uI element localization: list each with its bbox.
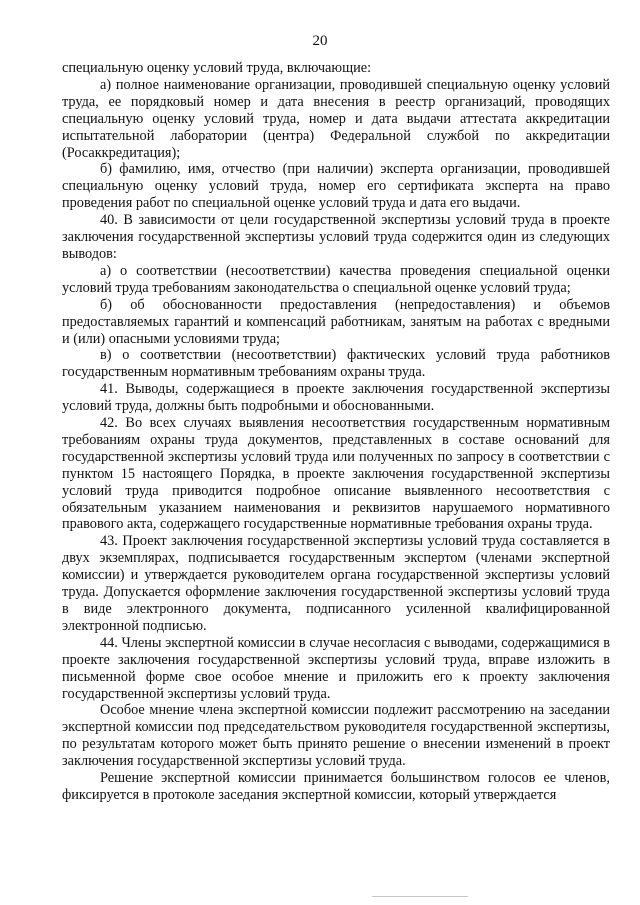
paragraph-44: 44. Члены экспертной комиссии в случае несогласия с выводами, содержащимися в проекте заключения государственной экспертизы условий труда, вправе изложить в письменной форме свое особое мнение и приложить его к проекту заключения государственной экспертизы условий труда.	[62, 634, 610, 702]
paragraph-40-a: а) о соответствии (несоответствии) качества проведения специальной оценки условий труда требованиям законодательства о специальной оценке условий труда;	[62, 262, 610, 296]
paragraph-43: 43. Проект заключения государственной экспертизы условий труда составляется в двух экземплярах, подписывается государственным экспертом (членами экспертной комиссии) и утверждается руководителем органа государственной экспертизы условий труда. Допускается оформление заключения государственной экспертизы условий труда в виде электронного документа, подписанного усиленной квалифицированной электронной подписью.	[62, 533, 610, 634]
paragraph-42: 42. Во всех случаях выявления несоответствия государственным нормативным требованиям охраны труда документов, представленных в составе оснований для государственной экспертизы условий труда или полученных по запросу в соответствии с пунктом 15 настоящего Порядка, в проекте заключения государственной экспертизы условий труда приводится подробное описание выявленного несоответствия с обязательным указанием наименования и реквизитов нарушаемого нормативного правового акта, содержащего государственные нормативные требования охраны труда.	[62, 415, 610, 533]
paragraph-special-opinion: Особое мнение члена экспертной комиссии подлежит рассмотрению на заседании экспертной комиссии под председательством руководителя государственной экспертизы, по результатам которого может быть принято решение о внесении изменений в проект заключения государственной экспертизы условий труда.	[62, 702, 610, 770]
paragraph-intro-continuation: специальную оценку условий труда, включающие:	[62, 60, 372, 76]
paragraph-41: 41. Выводы, содержащиеся в проекте заключения государственной экспертизы условий труда, должны быть подробными и обоснованными.	[62, 381, 610, 415]
paragraph-commission-decision: Решение экспертной комиссии принимается большинством голосов ее членов, фиксируется в протоколе заседания экспертной комиссии, который утверждается	[62, 770, 610, 803]
document-body	[62, 60, 610, 804]
paragraph-39-a: а) полное наименование организации, проводившей специальную оценку условий труда, ее порядковый номер и дата внесения в реестр организаций, проводящих специальную оценку условий труда, номер и дата выдачи аттестата аккредитации испытательной лаборатории (центра) Федеральной службой по аккредитации (Росаккредитация);	[62, 76, 610, 161]
paragraph-40-c: в) о соответствии (несоответствии) фактических условий труда работников государственным нормативным требованиям охраны труда.	[62, 347, 610, 381]
paragraph-40: 40. В зависимости от цели государственной экспертизы условий труда в проекте заключения государственной экспертизы условий труда содержится один из следующих выводов:	[62, 212, 610, 262]
scan-artifact-line	[372, 896, 468, 897]
paragraph-40-b: б) об обоснованности предоставления (непредоставления) и объемов предоставляемых гарантий и компенсаций работникам, занятым на работах с вредными и (или) опасными условиями труда;	[62, 296, 610, 347]
paragraph-39-b: б) фамилию, имя, отчество (при наличии) эксперта организации, проводившей специальную оценку условий труда, номер его сертификата эксперта на право проведения работ по специальной оценке условий труда и дата его выдачи.	[62, 161, 610, 212]
page-number: 20	[312, 33, 328, 49]
